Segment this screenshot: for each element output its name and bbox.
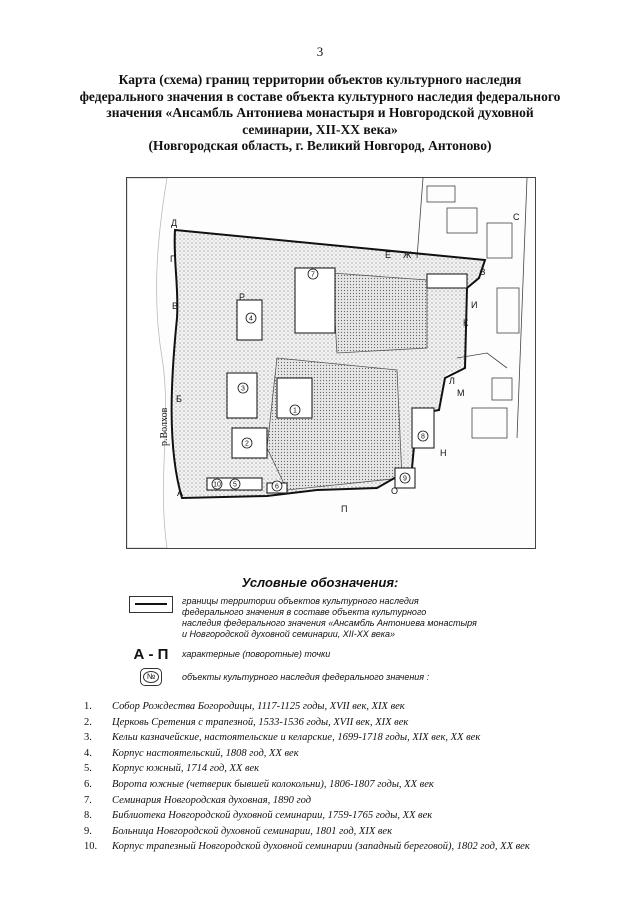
list-item: 8. Библиотека Новгородской духовной семинарии, 1759-1765 годы, XX век (84, 810, 433, 822)
list-item: 4. Корпус настоятельский, 1808 год, XX век (84, 747, 299, 759)
object-marker-2: 2 (245, 440, 249, 448)
point-label-zh: Ж (403, 250, 412, 260)
list-item: 5. Корпус южный, 1714 год, XX век (84, 763, 260, 775)
list-item: 2. Церковь Сретения с трапезной, 1533-1536 годы, XVII век, XIX век (84, 716, 409, 728)
point-label-l: Л (449, 376, 455, 386)
title-line: (Новгородская область, г. Великий Новгород, Антоново) (148, 138, 492, 153)
legend-line: наследия федерального значения «Ансамбль Антониева монастыря (182, 618, 477, 628)
point-label-v: В (172, 301, 179, 311)
legend-row-points (128, 646, 598, 662)
title-line: федерального значения в составе объекта культурного наследия федерального (79, 88, 561, 104)
legend-boundary-text (182, 596, 477, 640)
title-line: семинарии, XII-XX века» (242, 121, 398, 137)
river-volkhov (127, 178, 167, 548)
legend-row-boundary (128, 596, 598, 640)
list-item: 10. Корпус трапезный Новгородской духовной семинарии (западный береговой), 1802 год, XX век (84, 841, 530, 853)
object-marker-7: 7 (311, 271, 315, 279)
list-item: 7. Семинария Новгородская духовная, 1890 год (84, 794, 312, 806)
legend-row-objects (128, 669, 598, 685)
point-label-a: А (177, 488, 184, 498)
point-label-r: Р (239, 292, 246, 302)
legend-title: Условные обозначения: (241, 575, 399, 590)
page-number: 3 (316, 44, 324, 59)
point-label-p: П (341, 504, 348, 514)
title-line: Карта (схема) границ территории объектов культурного наследия (118, 72, 522, 87)
legend-points-text: характерные (поворотные) точки (182, 649, 331, 659)
point-label-d: Д (171, 218, 178, 228)
object-number-swatch: № (140, 668, 162, 686)
boundary-map (126, 177, 536, 549)
list-item: 3. Кельи казначейские, настоятельские и келарские, 1699-1718 годы, XIX век, XX век (84, 732, 481, 744)
point-label-e: Е (385, 250, 392, 260)
object-marker-6: 6 (275, 483, 279, 491)
object-marker-9: 9 (403, 475, 407, 483)
object-marker-5: 5 (233, 481, 237, 489)
point-label-n: Н (440, 448, 447, 458)
objects-list (84, 699, 604, 855)
river-label: р.Волхов (159, 407, 170, 446)
legend-objects-text: объекты культурного наследия федерального значения : (182, 672, 430, 682)
point-label-g: Г (170, 254, 175, 264)
object-marker-8: 8 (421, 433, 425, 441)
upper-courtyard (332, 273, 427, 353)
point-label-i: И (471, 300, 478, 310)
point-label-o: О (391, 486, 399, 496)
point-label-b: Б (176, 394, 182, 404)
point-label-k: К (463, 318, 469, 328)
title-line: значения «Ансамбль Антониева монастыря и Новгородской духовной (106, 105, 534, 120)
list-item: 1. Собор Рождества Богородицы, 1117-1125 годы, XVII век, XIX век (84, 701, 405, 712)
object-marker-4: 4 (249, 315, 253, 323)
map-canvas (127, 178, 535, 548)
list-item: 9. Больница Новгородской духовной семинарии, 1801 год, XIX век (84, 825, 392, 837)
object-marker-1: 1 (293, 407, 297, 415)
point-label-m: М (457, 388, 465, 398)
list-item: 6. Ворота южные (четверик бывшей колокольни), 1806-1807 годы, XX век (84, 778, 434, 790)
legend-line: федерального значения в составе объекта культурного (182, 607, 427, 617)
object-marker-10: 10 (213, 481, 221, 489)
boundary-line-swatch (128, 596, 174, 612)
legend-line: и Новгородской духовной семинарии, XII-XX века» (182, 629, 396, 639)
document-title (60, 72, 580, 155)
legend-line: границы территории объектов культурного наследия (182, 596, 419, 606)
point-label-s: С (513, 212, 520, 222)
object-marker-3: 3 (241, 385, 245, 393)
point-label-z: З (480, 267, 486, 277)
points-symbol: А - П (133, 645, 169, 663)
